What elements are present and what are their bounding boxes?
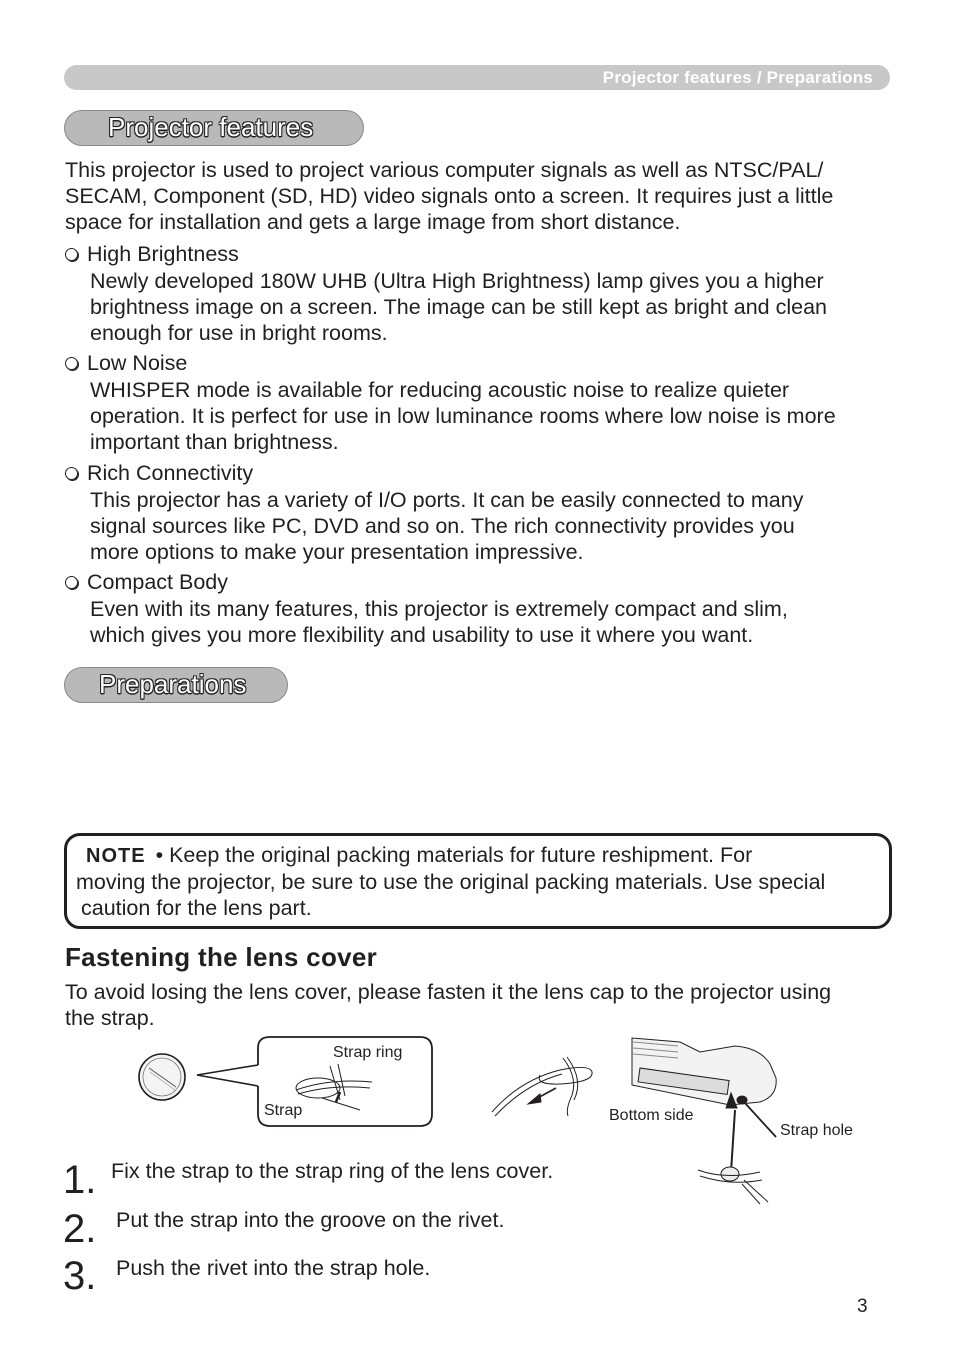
section-heading-label: Preparations: [99, 669, 247, 699]
strap-loop-drawing: [492, 1057, 592, 1116]
text-line: brightness image on a screen. The image can be still kept as bright and clean: [90, 295, 828, 319]
text-line: signal sources like PC, DVD and so on. The rich connectivity provides you: [90, 514, 795, 538]
projector-bottom-drawing: [632, 1038, 776, 1172]
text-line: which gives you more flexibility and usability to use it where you want.: [90, 623, 754, 647]
breadcrumb: Projector features / Preparations: [602, 68, 873, 87]
feature-item-rich-connectivity: [65, 460, 803, 565]
label-strap-ring: Strap ring: [333, 1044, 403, 1061]
text-line: caution for the lens part.: [81, 896, 312, 920]
text-line: SECAM, Component (SD, HD) video signals onto a screen. It requires just a little: [65, 184, 834, 208]
circle-bullet-icon: [65, 357, 78, 370]
feature-title: Rich Connectivity: [87, 461, 254, 485]
text-line: This projector is used to project various computer signals as well as NTSC/PAL/: [65, 158, 824, 182]
header-bar: [64, 65, 890, 90]
text-line: more options to make your presentation impressive.: [90, 540, 584, 564]
feature-item-compact-body: [65, 569, 788, 648]
text-line: Newly developed 180W UHB (Ultra High Brightness) lamp gives you a higher: [90, 269, 824, 293]
text-line: Even with its many features, this projector is extremely compact and slim,: [90, 597, 788, 621]
section-heading-projector-features: [64, 110, 364, 146]
step-text: Put the strap into the groove on the rivet.: [116, 1208, 505, 1232]
step-text: Push the rivet into the strap hole.: [116, 1256, 431, 1280]
section-heading-label: Projector features: [108, 112, 314, 142]
text-line: To avoid losing the lens cover, please fasten it the lens cap to the projector using: [65, 980, 832, 1004]
feature-title: High Brightness: [87, 242, 239, 266]
label-bottom-side: Bottom side: [609, 1107, 694, 1124]
text-line: important than brightness.: [90, 430, 339, 454]
lens-cover-intro: [65, 979, 831, 1031]
text-line: the strap.: [65, 1006, 155, 1030]
circle-bullet-icon: [65, 248, 78, 261]
feature-title: Low Noise: [87, 351, 188, 375]
text-line: This projector has a variety of I/O ports. It can be easily connected to many: [90, 488, 804, 512]
label-strap-hole: Strap hole: [780, 1122, 853, 1139]
rivet-drawing: [698, 1167, 768, 1204]
note-label: NOTE: [86, 845, 146, 867]
text-line: WHISPER mode is available for reducing acoustic noise to realize quieter: [90, 378, 790, 402]
text-line: space for installation and gets a large image from short distance.: [65, 210, 681, 234]
lens-cap-drawing: [139, 1054, 185, 1100]
page-number: 3: [857, 1296, 868, 1317]
text-line: operation. It is perfect for use in low luminance rooms where low noise is more: [90, 404, 836, 428]
circle-bullet-icon: [65, 576, 78, 589]
label-strap: Strap: [264, 1102, 303, 1119]
feature-item-high-brightness: [65, 241, 827, 346]
section-heading-preparations: [64, 667, 288, 703]
note-content: [76, 842, 825, 921]
text-line: • Keep the original packing materials for future reshipment. For: [155, 843, 753, 867]
text-line: moving the projector, be sure to use the original packing materials. Use special: [76, 870, 826, 894]
step-number: 3.: [63, 1254, 97, 1298]
feature-title: Compact Body: [87, 570, 229, 594]
step-number: 2.: [63, 1207, 97, 1251]
features-intro: [65, 157, 833, 235]
step-number: 1.: [63, 1158, 97, 1202]
circle-bullet-icon: [65, 467, 78, 480]
text-line: enough for use in bright rooms.: [90, 321, 388, 345]
feature-item-low-noise: [65, 350, 836, 455]
subheading-lens-cover: Fastening the lens cover: [65, 942, 378, 972]
step-text: Fix the strap to the strap ring of the lens cover.: [111, 1159, 554, 1183]
